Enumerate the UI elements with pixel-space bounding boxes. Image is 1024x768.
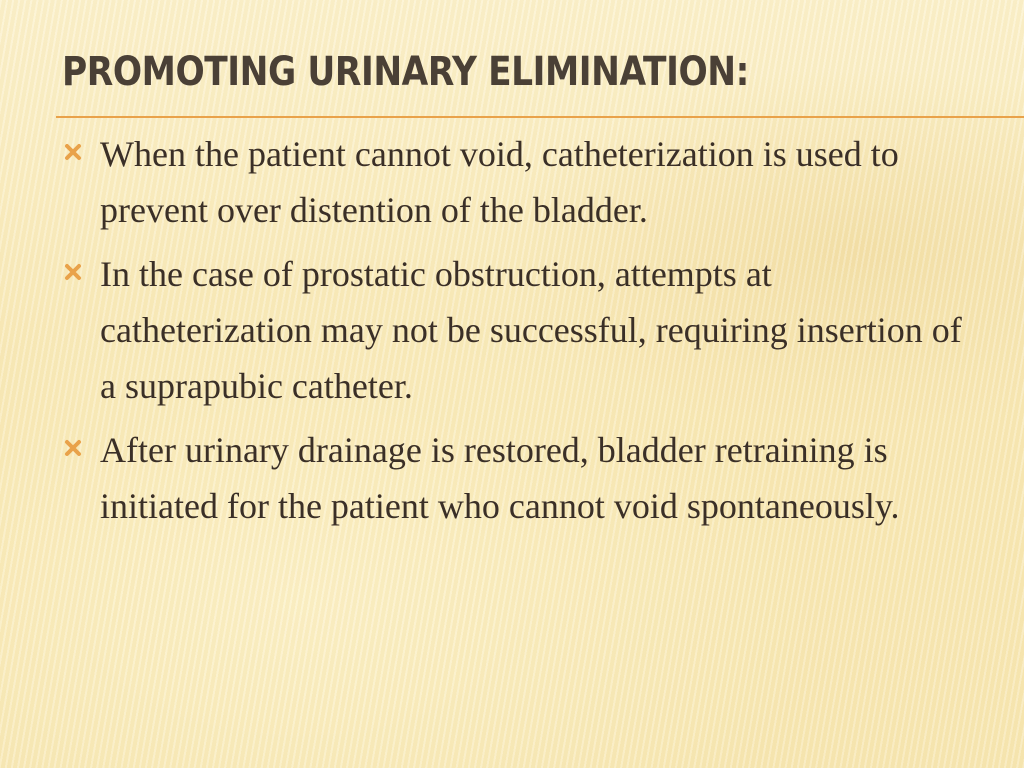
bullet-item (62, 422, 962, 534)
cross-mark-icon (62, 437, 84, 459)
bullet-text: When the patient cannot void, catheterization is used to prevent over distention of the bladder. (100, 134, 899, 230)
cross-mark-icon (62, 141, 84, 163)
bullet-list (62, 118, 962, 540)
cross-mark-icon (62, 261, 84, 283)
slide-title: PROMOTING URINARY ELIMINATION: (62, 49, 749, 95)
bullet-text: After urinary drainage is restored, bladder retraining is initiated for the patient who cannot void spontaneously. (100, 430, 900, 526)
bullet-item (62, 246, 962, 414)
bullet-item (62, 126, 962, 238)
bullet-text: In the case of prostatic obstruction, attempts at catheterization may not be successful, requiring insertion of a suprapubic catheter. (100, 254, 962, 406)
